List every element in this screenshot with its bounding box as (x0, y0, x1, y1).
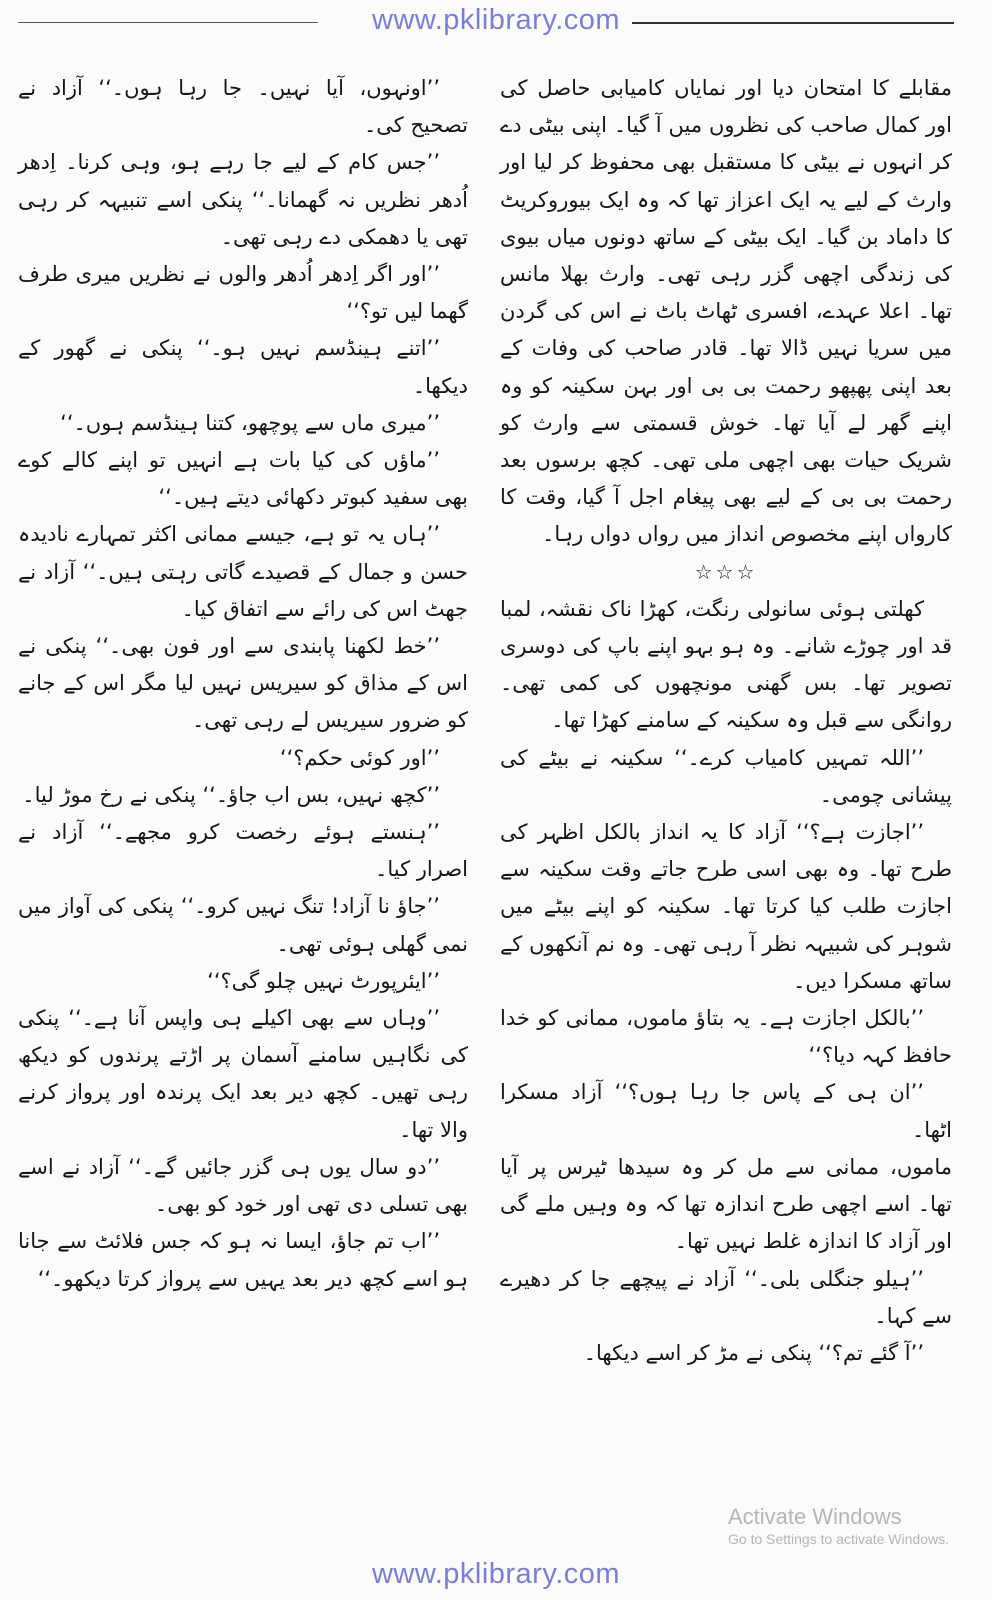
paragraph: ’’ماؤں کی کیا بات ہے انہیں تو اپنے کالے کوے بھی سفید کبوتر دکھائی دیتے ہیں۔‘‘ (18, 448, 468, 510)
paragraph: کھلتی ہوئی سانولی رنگت، کھڑا ناک نقشہ، لمبا قد اور چوڑے شانے۔ وہ ہو بہو اپنے باپ کی دوسری تصویر تھا۔ بس گھنی مونچھوں کی کمی تھی۔ روانگی سے قبل وہ سکینہ کے سامنے کھڑا تھا۔ (500, 596, 952, 733)
paragraph: ’’اللہ تمہیں کامیاب کرے۔‘‘ سکینہ نے بیٹے کی پیشانی چومی۔ (500, 745, 952, 807)
left-column (18, 70, 468, 1298)
paragraph: ’’اور اگر اِدھر اُدھر والوں نے نظریں میری طرف گھما لیں تو؟‘‘ (18, 262, 468, 324)
paragraph: ’’اب تم جاؤ، ایسا نہ ہو کہ جس فلائٹ سے جانا ہو اسے کچھ دیر بعد یہیں سے پرواز کرتا دیکھو۔‘‘ (18, 1229, 468, 1291)
paragraph: ’’اتنے ہینڈسم نہیں ہو۔‘‘ پنکی نے گھور کے دیکھا۔ (18, 336, 468, 398)
paragraph: ’’آ گئے تم؟‘‘ پنکی نے مڑ کر اسے دیکھا۔ (583, 1340, 924, 1365)
paragraph: ’’ان ہی کے پاس جا رہا ہوں؟‘‘ آزاد مسکرا اٹھا۔ (500, 1080, 952, 1142)
paragraph: ’’خط لکھنا پابندی سے اور فون بھی۔‘‘ پنکی نے اس کے مذاق کو سیریس نہیں لیا مگر اس کے جانے کو ضرور سیریس لے رہی تھی۔ (18, 634, 468, 733)
right-column (500, 70, 952, 1372)
section-separator: ☆☆☆ (694, 559, 758, 584)
paragraph: ’’اجازت ہے؟‘‘ آزاد کا یہ انداز بالکل اظہر کی طرح تھا۔ وہ بھی اسی طرح جاتے وقت سکینہ سے اجازت طلب کیا کرتا تھا۔ سکینہ کو اپنے بیٹے میں شوہر کی شبیہہ نظر آ رہی تھی۔ وہ نم آنکھوں کے ساتھ مسکرا دیں۔ (500, 820, 952, 993)
activate-windows-title: Activate Windows (728, 1504, 902, 1529)
header-rule-right (632, 22, 954, 24)
paragraph: ’’جس کام کے لیے جا رہے ہو، وہی کرنا۔ اِدھر اُدھر نظریں نہ گھمانا۔‘‘ پنکی اسے تنبیہہ کر رہی تھی یا دھمکی دے رہی تھی۔ (18, 150, 468, 249)
paragraph: ’’جاؤ نا آزاد! تنگ نہیں کرو۔‘‘ پنکی کی آواز میں نمی گھلی ہوئی تھی۔ (18, 894, 468, 956)
watermark-top: www.pklibrary.com (371, 4, 621, 36)
watermark-bottom: www.pklibrary.com (371, 1558, 621, 1590)
paragraph: ’’اور کوئی حکم؟‘‘ (279, 745, 440, 770)
activate-windows-overlay[interactable] (728, 1504, 949, 1548)
paragraph: ’’میری ماں سے پوچھو، کتنا ہینڈسم ہوں۔‘‘ (60, 410, 440, 435)
activate-windows-subtitle: Go to Settings to activate Windows. (728, 1531, 949, 1547)
paragraph: ’’کچھ نہیں، بس اب جاؤ۔‘‘ پنکی نے رخ موڑ لیا۔ (22, 782, 440, 807)
paragraph: ’’اونہوں، آیا نہیں۔ جا رہا ہوں۔‘‘ آزاد نے تصحیح کی۔ (18, 76, 468, 138)
paragraph: ’’دو سال یوں ہی گزر جائیں گے۔‘‘ آزاد نے اسے بھی تسلی دی تھی اور خود کو بھی۔ (18, 1154, 468, 1217)
paragraph: ’’ہاں یہ تو ہے، جیسے ممانی اکثر تمہارے نادیدہ حسن و جمال کے قصیدے گاتی رہتی ہیں۔‘‘ آزاد نے جھٹ اس کی رائے سے اتفاق کیا۔ (18, 522, 468, 621)
paragraph: ’’ہنستے ہوئے رخصت کرو مجھے۔‘‘ آزاد نے اصرار کیا۔ (18, 820, 468, 882)
paragraph: ’’وہاں سے بھی اکیلے ہی واپس آنا ہے۔‘‘ پنکی کی نگاہیں سامنے آسمان پر اڑتے پرندوں کو دیکھ رہی تھیں۔ کچھ دیر بعد ایک پرندہ اور پرواز کرنے والا تھا۔ (18, 1006, 468, 1142)
paragraph: ’’بالکل اجازت ہے۔ یہ بتاؤ ماموں، ممانی کو خدا حافظ کہہ دیا؟‘‘ (500, 1006, 952, 1068)
paragraph: ماموں، ممانی سے مل کر وہ سیدھا ٹیرس پر آیا تھا۔ اسے اچھی طرح اندازہ تھا کہ وہ وہیں ملے گی اور آزاد کا اندازہ غلط نہیں تھا۔ (500, 1154, 952, 1254)
header-rule-left (18, 22, 318, 23)
paragraph: ’’ہیلو جنگلی بلی۔‘‘ آزاد نے پیچھے جا کر دھیرے سے کہا۔ (500, 1266, 952, 1328)
paragraph: ’’ایئرپورٹ نہیں چلو گی؟‘‘ (207, 968, 440, 993)
paragraph: مقابلے کا امتحان دیا اور نمایاں کامیابی حاصل کی اور کمال صاحب کی نظروں میں آ گیا۔ اپنی بیٹی دے کر انہوں نے بیٹی کا مستقبل بھی محفوظ کر لیا اور وارث کے لیے یہ ایک اعزاز تھا کہ وہ ایک بیوروکریٹ کا داماد بن گیا۔ ایک بیٹی کے ساتھ دونوں میاں بیوی کی زندگی اچھی گزر رہی تھی۔ وارث بھلا مانس تھا۔ اعلا عہدے، افسری ٹھاٹ باٹ نے اس کی گردن میں سریا نہیں ڈالا تھا۔ قادر صاحب کی وفات کے بعد اپنی پھپھو رحمت بی بی اور بہن سکینہ کو وہ اپنے گھر لے آیا تھا۔ خوش قسمتی سے وارث کو شریک حیات بھی اچھی ملی تھی۔ کچھ برسوں بعد رحمت بی بی کے لیے بھی پیغام اجل آ گیا، وقت کا کارواں اپنے مخصوص انداز میں رواں دواں رہا۔ (500, 76, 952, 547)
